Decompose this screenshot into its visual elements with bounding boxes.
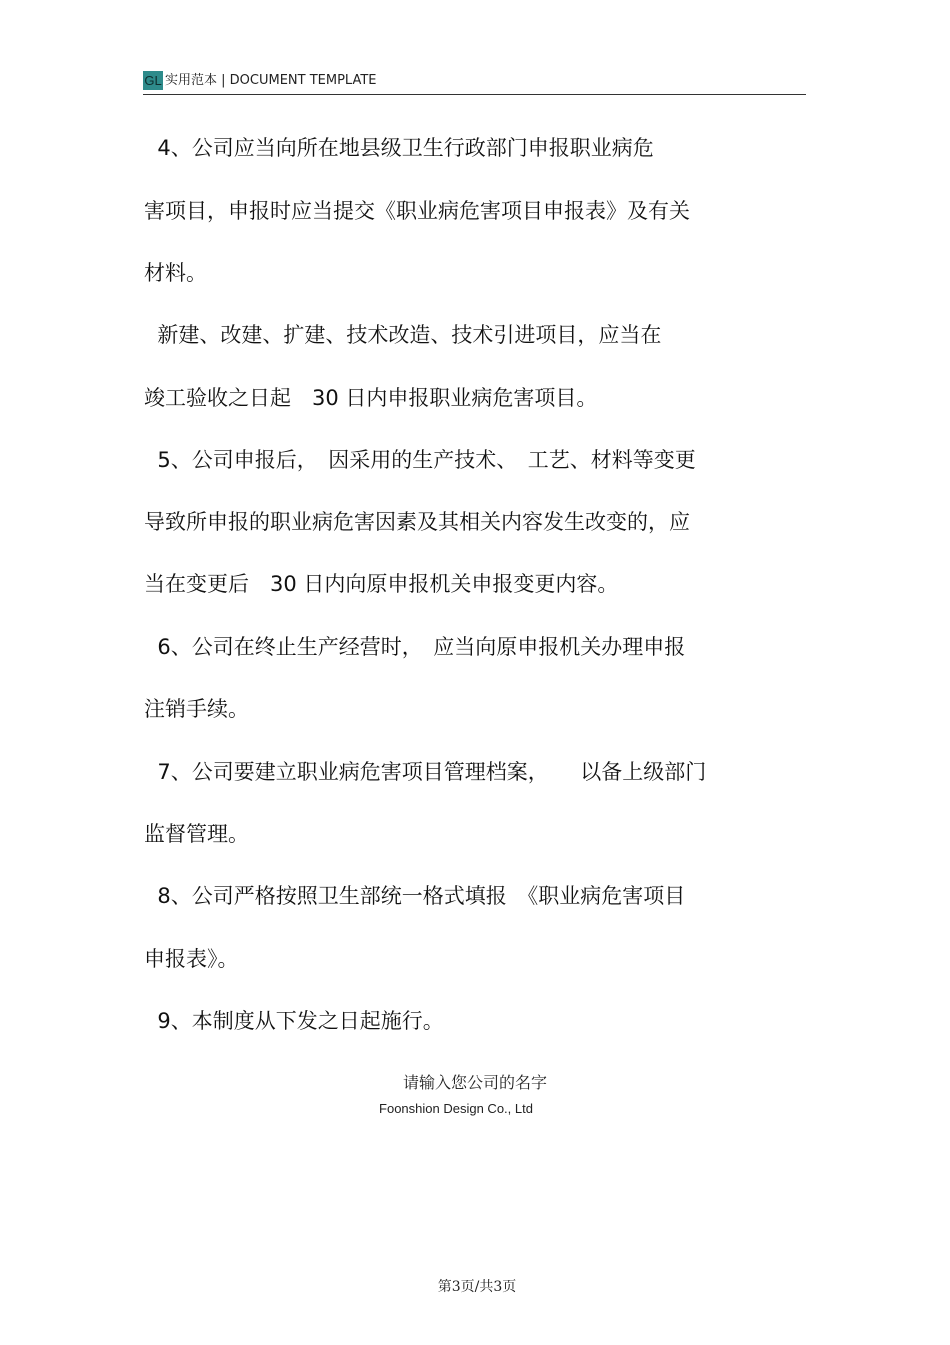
page-header [143,70,806,95]
body-line: 8、公司严格按照卫生部统一格式填报 《职业病危害项目 [144,884,686,908]
body-line: 当在变更后 30 日内向原申报机关申报变更内容。 [144,572,619,596]
body-line: 4、公司应当向所在地县级卫生行政部门申报职业病危 [144,136,654,160]
body-line: 新建、改建、扩建、技术改造、技术引进项目，应当在 [144,323,662,347]
company-name-cn: 请输入您公司的名字 [402,1073,547,1092]
body-line: 7、公司要建立职业病危害项目管理档案， 以备上级部门 [144,760,707,784]
header-title: 实用范本 | DOCUMENT TEMPLATE [165,73,377,88]
body-line: 5、公司申报后， 因采用的生产技术、 工艺、材料等变更 [144,448,696,472]
body-line: 申报表》。 [144,947,239,971]
body-line: 监督管理。 [144,822,249,846]
body-line: 6、公司在终止生产经营时， 应当向原申报机关办理申报 [144,635,686,659]
company-name-en: Foonshion Design Co., Ltd [379,1101,533,1116]
body-line: 竣工验收之日起 30 日内申报职业病危害项目。 [144,386,598,410]
body-line: 注销手续。 [144,697,249,721]
body-line: 害项目，申报时应当提交《职业病危害项目申报表》及有关 [144,199,690,223]
page-number: 第3页/共3页 [437,1279,517,1295]
body-line: 导致所申报的职业病危害因素及其相关内容发生改变的，应 [144,510,690,534]
body-line: 材料。 [144,261,207,285]
logo-badge: GL [144,73,162,88]
body-line: 9、本制度从下发之日起施行。 [144,1009,444,1033]
